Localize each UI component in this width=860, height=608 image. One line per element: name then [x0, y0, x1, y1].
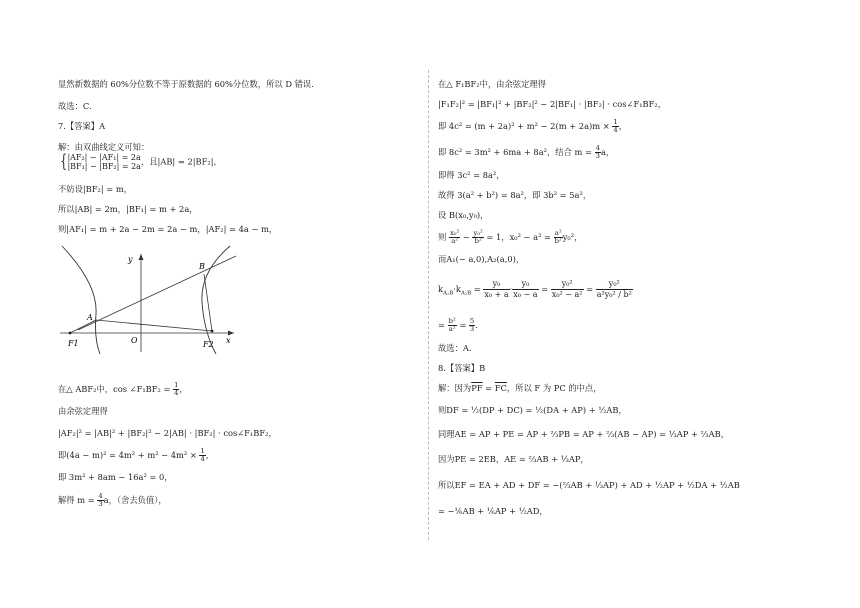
numerator: 1: [200, 447, 205, 455]
hyperbola-figure: [58, 244, 238, 354]
point-F1: [69, 332, 72, 335]
fraction: [596, 279, 633, 300]
fraction: [472, 230, 483, 245]
text-segment: = 1，x₀² − a² =: [486, 232, 552, 242]
text-segment: .: [475, 320, 478, 330]
text-line: [58, 448, 214, 463]
denominator: a²: [448, 325, 456, 333]
text-line: = −⅙AB + ⅙AP + ½AD，: [438, 506, 548, 516]
text-segment: ，: [618, 121, 627, 131]
text-line: 故得 3(a² + b²) = 8a²，即 3b² = 5a²，: [438, 190, 592, 200]
text-line: 故选：A.: [438, 343, 472, 353]
text-segment: −: [462, 232, 470, 242]
answer-heading: 7.【答案】A: [58, 121, 106, 131]
numerator: 4: [595, 144, 600, 152]
text-segment: ·k: [453, 284, 461, 294]
text-segment: k: [438, 284, 444, 294]
denominator: 4: [200, 455, 205, 463]
y-axis-arrow: [139, 254, 144, 260]
denominator: 3: [469, 325, 475, 333]
text-line: 则DF = ½(DP + DC) = ½(DA + AP) + ½AB，: [438, 405, 627, 415]
text-segment: =: [482, 383, 495, 393]
denominator: a²: [451, 237, 458, 245]
text-segment: a，: [600, 147, 615, 157]
numerator: y₀: [483, 279, 509, 290]
text-line: 即 3m² + 8am − 16a² = 0，: [58, 472, 173, 482]
hyperbola-left-branch: [62, 246, 100, 354]
numerator: y₀²: [551, 279, 584, 290]
text-line: [58, 493, 167, 508]
numerator: y₀: [512, 279, 538, 290]
system-rows: [67, 153, 141, 171]
text-segment: 则: [438, 232, 447, 242]
text-line: 所以EF = EA + AD + DF = −(⅔AB + ⅓AP) + AD + ½AP + ½DA + ½AB: [438, 480, 740, 490]
text-line: 解：由双曲线定义可知：: [58, 142, 150, 152]
text-line: 即得 3c² = 8a²，: [438, 170, 505, 180]
text-segment: ，所以 F 为 PC 的中点，: [506, 383, 602, 393]
text-line: 所以|AB| = 2m，|BF₁| = m + 2a，: [58, 204, 198, 214]
denominator: x₀ + a: [484, 290, 509, 299]
line-AB: [78, 256, 236, 330]
hyperbola-svg: [58, 244, 238, 354]
slope-product-line: $k_{A_1B}\cdot k_{A_2B}$ = $\frac{\text{y₀}}{\text{x₀ + a}}$ · $\frac{\text{y₀}}{\text{x₀ − a}}$ = $\frac{\text{y₀²}}{\text{x₀² − a²}}$ = $\frac{\text{y₀²}}{\text{a²y₀² / b²}}$: [438, 279, 632, 299]
text-line: |F₁F₂|² = |BF₁|² + |BF₂|² − 2|BF₁| · |BF₂| · cos∠F₁BF₂，: [438, 99, 667, 109]
text-segment: ，: [179, 384, 188, 394]
text-line: [438, 318, 478, 333]
fraction: [449, 230, 460, 245]
text-line: 同理AE = AP + PE = AP + ⅔PB = AP + ⅔(AB − AP) = ⅓AP + ⅔AB，: [438, 429, 729, 439]
numerator: 1: [613, 118, 618, 126]
system-row: |AF₂| − |AF₁| = 2a: [67, 153, 141, 162]
text-line: 设 B(x₀,y₀)，: [438, 210, 489, 220]
text-line: 在△ F₁BF₂中，由余弦定理得: [438, 79, 546, 89]
numerator: a²: [554, 229, 562, 237]
text-line: [438, 230, 582, 245]
label-F2: F2: [203, 340, 214, 349]
numerator: 4: [98, 492, 103, 500]
fraction: [512, 279, 538, 300]
numerator: x₀²: [449, 229, 460, 237]
text-line: [438, 145, 614, 160]
system-row: |BF₁| − |BF₂| = 2a: [67, 162, 141, 171]
fraction: [551, 279, 584, 300]
numerator: 5: [469, 317, 475, 325]
label-y: y: [128, 255, 133, 264]
text-segment: 解得 m =: [58, 495, 95, 505]
x-axis-arrow: [228, 331, 234, 336]
text-segment: 即 8c² = 3m² + 6ma + 8a²，结合 m =: [438, 147, 592, 157]
text-line: [438, 382, 602, 394]
system-tail: ，且|AB| = 2|BF₂|，: [140, 156, 222, 167]
text-segment: 即(4a − m)² = 4m² + m² − 4m² ×: [58, 450, 197, 460]
text-line: 由余弦定理得: [58, 406, 108, 416]
text-line: 因为PE = 2EB，AE = ⅔AB + ⅓AP，: [438, 454, 589, 464]
denominator: 4: [174, 389, 179, 397]
denominator: b²: [474, 237, 482, 245]
vector: $\overline{PF}$: [471, 383, 483, 393]
brace-glyph: {: [60, 151, 68, 172]
text-segment: 即 4c² = (m + 2a)² + m² − 2(m + 2a)m ×: [438, 121, 610, 131]
text-line: 不妨设|BF₂| = m，: [58, 184, 133, 194]
fraction: [483, 279, 509, 300]
fraction: [448, 318, 457, 333]
text-segment: y₀²，: [562, 232, 583, 242]
text-segment: 解：因为: [438, 383, 472, 393]
label-A: A: [87, 313, 93, 322]
denominator: 3: [98, 500, 103, 508]
denominator: b²: [554, 237, 562, 245]
denominator: x₀² − a²: [551, 290, 583, 299]
point-F2: [211, 330, 214, 333]
label-O: O: [131, 336, 138, 345]
fraction: [554, 230, 563, 245]
label-B: B: [199, 262, 205, 271]
vector: $\overline{FC}$: [494, 383, 507, 393]
text-segment: =: [459, 320, 467, 330]
segment-AF2: [96, 320, 212, 331]
text-segment: =: [473, 284, 481, 294]
subscript: A₁B: [443, 290, 454, 297]
text-segment: ，: [205, 450, 215, 460]
numerator: b²: [448, 317, 456, 325]
numerator: 1: [174, 381, 179, 389]
column-divider: [428, 70, 429, 540]
equation-system: [58, 153, 222, 171]
text-line: 故选：C.: [58, 101, 92, 111]
text-line: |AF₂|² = |AB|² + |BF₂|² − 2|AB| · |BF₂| · cos∠F₁BF₂，: [58, 428, 277, 438]
text-line: 而A₁(− a,0),A₂(a,0)，: [438, 254, 525, 264]
numerator: y₀²: [473, 229, 483, 237]
denominator: a²y₀² / b²: [596, 290, 632, 299]
text-line: 则|AF₁| = m + 2a − 2m = 2a − m，|AF₂| = 4a − m，: [58, 224, 278, 234]
subscript: A₂B: [460, 290, 472, 297]
answer-heading: 8.【答案】B: [438, 363, 486, 373]
denominator: 3: [595, 152, 600, 160]
text-line: [58, 382, 188, 397]
text-line: 显然新数据的 60%分位数不等于原数据的 60%分位数，所以 D 错误.: [58, 79, 314, 89]
denominator: x₀ − a: [513, 290, 538, 299]
denominator: 4: [613, 126, 618, 134]
numerator: y₀²: [596, 279, 633, 290]
text-segment: 在△ ABF₂中，cos ∠F₁BF₂ =: [58, 384, 171, 394]
text-segment: =: [438, 320, 445, 330]
label-F1: F1: [68, 339, 79, 348]
text-segment: a，（舍去负值），: [103, 495, 167, 505]
label-x: x: [226, 336, 231, 345]
segment-BF2: [204, 274, 212, 331]
text-line: [438, 119, 627, 134]
